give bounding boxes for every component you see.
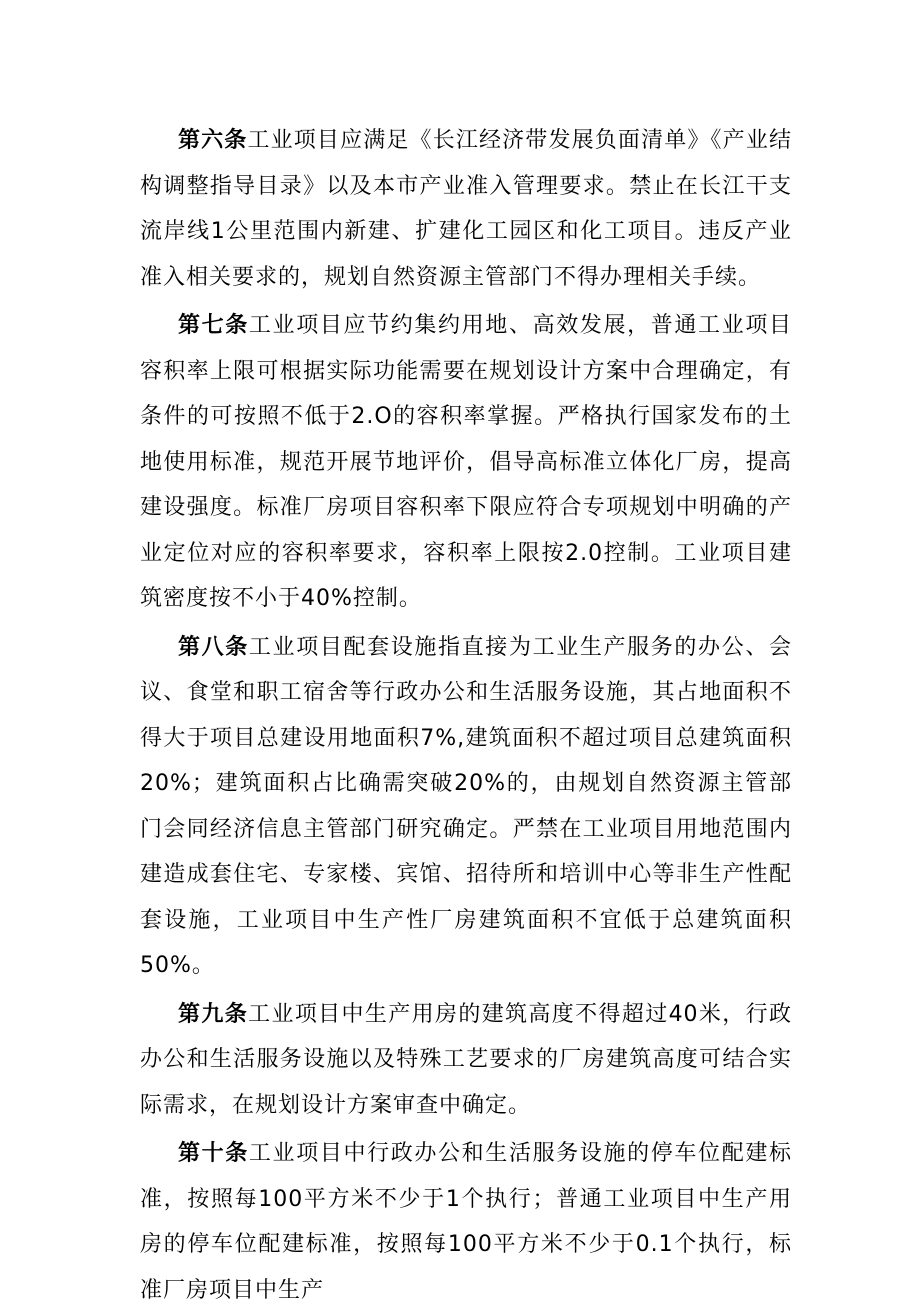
article-text: 工业项目中行政办公和生活服务设施的停车位配建标准，按照每100平方米不少于1个执行；普通工业项目中生产用房的停车位配建标准，按照每100平方米不少于0.1个执行，标准厂房项目中生产 [140,1141,792,1303]
article-9 [140,992,792,1129]
article-text: 工业项目配套设施指直接为工业生产服务的办公、会议、食堂和职工宿舍等行政办公和生活服务设施，其占地面积不得大于项目总建设用地面积7%,建筑面积不超过项目总建筑面积20%；建筑面积占比确需突破20%的，由规划自然资源主管部门会同经济信息主管部门研究确定。严禁在工业项目用地范围内建造成套住宅、专家楼、宾馆、招待所和培训中心等非生产性配套设施，工业项目中生产性厂房建筑面积不宜低于总建筑面积50%。 [140,634,792,978]
article-text: 工业项目应满足《长江经济带发展负面清单》《产业结构调整指导目录》以及本市产业准入管理要求。禁止在长江干支流岸线1公里范围内新建、扩建化工园区和化工项目。违反产业准入相关要求的，规划自然资源主管部门不得办理相关手续。 [140,128,792,290]
article-number: 第十条 [178,1141,249,1166]
article-7 [140,303,792,622]
article-text: 工业项目中生产用房的建筑高度不得超过40米，行政办公和生活服务设施以及特殊工艺要求的厂房建筑高度可结合实际需求，在规划设计方案审查中确定。 [140,1001,792,1118]
article-8 [140,625,792,989]
article-number: 第七条 [178,313,249,338]
article-number: 第八条 [178,634,249,660]
article-number: 第六条 [178,128,248,153]
article-10 [140,1131,792,1313]
article-text: 工业项目应节约集约用地、高效发展，普通工业项目容积率上限可根据实际功能需要在规划设计方案中合理确定，有条件的可按照不低于2.O的容积率掌握。严格执行国家发布的土地使用标准，规范开展节地评价，倡导高标准立体化厂房，提高建设强度。标准厂房项目容积率下限应符合专项规划中明确的产业定位对应的容积率要求，容积率上限按2.0控制。工业项目建筑密度按不小于40%控制。 [140,313,792,611]
article-6 [140,118,792,300]
article-number: 第九条 [178,1001,249,1027]
